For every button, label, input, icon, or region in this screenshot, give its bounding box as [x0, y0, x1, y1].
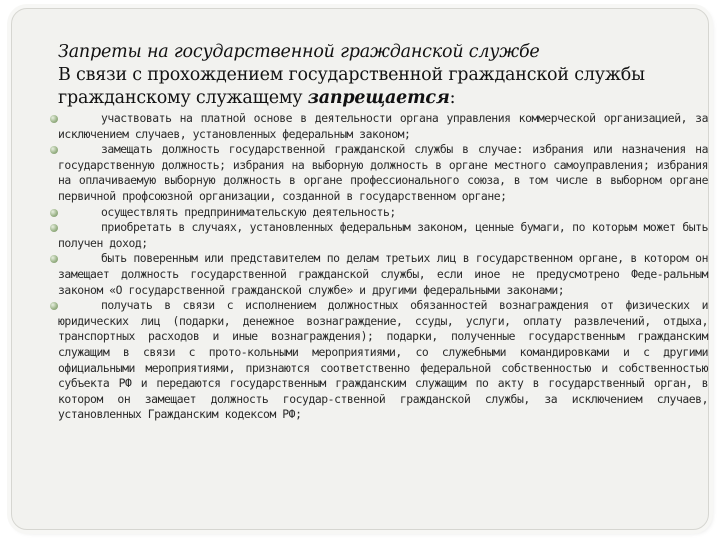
list-item — [58, 111, 708, 142]
bullet-icon — [50, 209, 58, 217]
list-item-text: быть поверенным или представителем по делам третьих лиц в государственном органе, в котором он замещает должность государственной гражданской службы, если иное не предусмотрено Феде-ральным законом «О государственной гражданской службе» и другими федеральными законами; — [58, 251, 708, 297]
subtitle-emphasis: запрещается — [307, 88, 450, 108]
prohibitions-list — [58, 111, 708, 423]
slide-subtitle — [58, 64, 708, 110]
slide-title: Запреты на государственной гражданской службе — [58, 42, 540, 62]
list-item — [58, 251, 708, 298]
bullet-icon — [50, 115, 58, 123]
list-item-text: участвовать на платной основе в деятельности органа управления коммерческой организацией, за исключением случаев, установленных федеральным законом; — [58, 111, 708, 141]
list-item-text: осуществлять предпринимательскую деятельность; — [101, 204, 396, 219]
list-item — [58, 220, 708, 251]
slide-content — [58, 41, 708, 423]
list-item-text: получать в связи с исполнением должностных обязанностей вознаграждения от физических и юридических лиц (подарки, денежное вознаграждение, ссуды, услуги, оплату развлечений, отдыха, транспортных расходов и иные вознаграждения); подарки, полученные государственным гражданским служащим в связи с прото-кольными мероприятиями, со служебными командировками и с другими официальными мероприятиями, признаются соответственно федеральной собственностью и собственностью субъекта РФ и передаются государственным гражданским служащим по акту в государственный орган, в котором он замещает должность государ-ственной гражданской службы, за исключением случаев, установленных Гражданским кодексом РФ; — [58, 298, 708, 422]
list-item-text: приобретать в случаях, установленных федеральным законом, ценные бумаги, по которым может быть получен доход; — [58, 220, 708, 250]
subtitle-colon: : — [449, 88, 456, 108]
list-item — [58, 298, 708, 423]
bullet-icon — [50, 302, 58, 310]
slide-frame — [11, 8, 709, 530]
list-item — [58, 205, 708, 221]
bullet-icon — [50, 146, 58, 154]
list-item — [58, 142, 708, 204]
bullet-icon — [50, 255, 58, 263]
subtitle-text: В связи с прохождением государственной гражданской службы гражданскому служащему — [58, 65, 645, 108]
list-item-text: замещать должность государственной гражданской службы в случае: избрания или назначения на государственную должность; избрания на выборную должность в органе местного самоуправления; избрания на оплачиваемую выборную должность в органе профессионального союза, в том числе в выборном органе первичной профсоюзной организации, созданной в государственном органе; — [58, 142, 708, 203]
bullet-icon — [50, 224, 58, 232]
